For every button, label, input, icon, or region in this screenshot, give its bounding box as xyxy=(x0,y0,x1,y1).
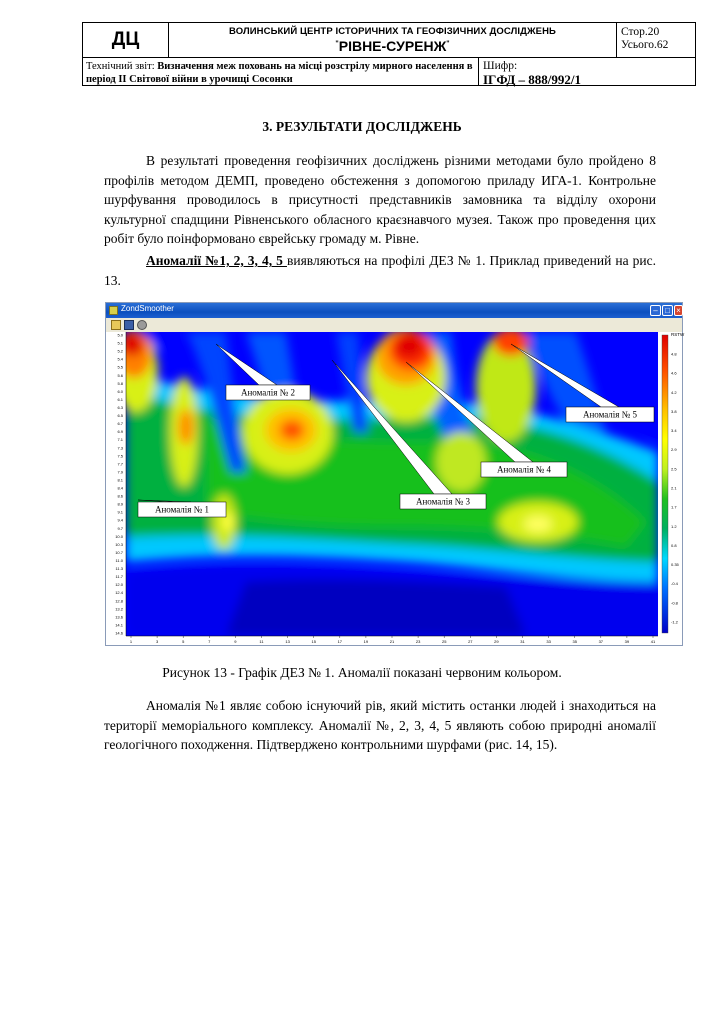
y-tick-label: 14.1 xyxy=(115,622,123,628)
y-tick-label: 10.0 xyxy=(115,533,123,539)
y-tick-label: 12.0 xyxy=(115,582,123,588)
window-titlebar xyxy=(106,303,682,318)
colorbar-tick-label: 1.7 xyxy=(671,504,677,510)
anomaly-callout xyxy=(138,500,226,517)
y-tick-label: 5.1 xyxy=(117,340,123,346)
window-title: ZondSmoother xyxy=(121,304,174,313)
y-tick-label: 5.0 xyxy=(117,332,123,338)
anomaly-label: Аномалія № 2 xyxy=(240,387,296,398)
y-tick-label: 5.8 xyxy=(117,380,123,386)
save-icon[interactable] xyxy=(124,320,134,330)
x-tick-label: 31 xyxy=(520,639,525,644)
header-logo: ДЦ xyxy=(111,29,140,50)
plot-area xyxy=(106,332,685,645)
colorbar-ticks xyxy=(671,352,680,625)
y-tick-label: 11.7 xyxy=(115,574,123,580)
figure-window xyxy=(105,302,683,646)
field-deepred-a4 xyxy=(395,334,423,358)
document-header xyxy=(82,22,696,86)
x-tick-label: 25 xyxy=(441,639,447,644)
colorbar-tick-label: 2.5 xyxy=(671,466,677,472)
y-tick-label: 6.1 xyxy=(117,396,123,402)
field-orange-a1b xyxy=(178,409,194,445)
x-tick-label: 35 xyxy=(572,639,577,644)
x-tick-label: 37 xyxy=(598,639,604,644)
x-tick-label: 33 xyxy=(546,639,551,644)
colorbar xyxy=(662,335,668,633)
colorbar-tick-label: -0.8 xyxy=(671,600,678,606)
paragraph-conclusion xyxy=(104,696,656,755)
colorbar-tick-label: 2.9 xyxy=(671,447,677,453)
x-tick-label: 9 xyxy=(234,639,237,644)
colorbar-tick-label: 0.35 xyxy=(671,562,679,568)
y-tick-label: 14.6 xyxy=(115,630,123,636)
y-tick-label: 9.7 xyxy=(117,525,123,531)
y-tick-label: 11.0 xyxy=(115,558,123,564)
x-tick-label: 1 xyxy=(129,639,133,644)
field-deep-blue xyxy=(226,580,526,636)
paragraph-conclusion-text: Аномалія №1 являє собою існуючий рів, який містить останки людей і знаходиться на території меморіального комплексу. Аномалії №, 2, 3, 4, 5 являють собою природні аномалії геологічного походження. Підтверджено контрольними шурфами (рис. 14, 15). xyxy=(104,698,656,752)
open-folder-icon[interactable] xyxy=(111,320,121,330)
app-icon xyxy=(109,306,118,315)
x-tick-label: 17 xyxy=(337,639,343,644)
colorbar-tick-label: 4.8 xyxy=(671,351,677,357)
y-tick-label: 8.1 xyxy=(117,477,123,483)
y-tick-label: 6.3 xyxy=(117,404,123,410)
project-name xyxy=(169,38,616,54)
x-tick-label: 21 xyxy=(389,639,395,644)
maximize-button[interactable]: □ xyxy=(662,305,673,316)
x-tick-label: 23 xyxy=(415,639,421,644)
y-tick-label: 9.1 xyxy=(117,509,123,515)
x-tick-label: 11 xyxy=(259,639,264,644)
minimize-button[interactable]: – xyxy=(650,305,661,316)
anomaly-label: Аномалія № 1 xyxy=(154,504,210,515)
y-tick-label: 6.9 xyxy=(117,429,123,435)
y-tick-label: 5.5 xyxy=(117,364,123,370)
y-tick-label: 7.7 xyxy=(117,461,123,467)
colorbar-tick-label: 0.8 xyxy=(671,542,677,548)
code-label: Шифр: xyxy=(483,60,518,72)
header-report-cell xyxy=(83,57,478,85)
colorbar-title: RSTW xyxy=(671,332,685,337)
paragraph-anomalies xyxy=(104,251,656,290)
colorbar-tick-label: 3.8 xyxy=(671,408,677,414)
anomalies-list: Аномалії №1, 2, 3, 4, 5 xyxy=(146,253,287,268)
y-tick-label: 9.4 xyxy=(117,517,123,523)
colorbar-tick-label: 1.2 xyxy=(671,523,677,529)
x-tick-label: 15 xyxy=(311,639,316,644)
anomalies-text: виявляються на профілі ДЕЗ № 1. Приклад приведений на рис. 13. xyxy=(104,253,656,288)
quote-open: " xyxy=(335,40,339,48)
anomaly-label: Аномалія № 5 xyxy=(582,409,638,420)
x-tick-label: 39 xyxy=(624,639,630,644)
field-red-a1 xyxy=(120,332,144,356)
x-tick-label: 41 xyxy=(650,639,656,644)
y-tick-label: 7.3 xyxy=(117,445,123,451)
colorbar-tick-label: 4.6 xyxy=(671,370,677,376)
field-red-center xyxy=(280,420,304,440)
x-tick-label: 3 xyxy=(155,639,159,644)
y-tick-label: 13.6 xyxy=(115,614,123,620)
total-pages: Усього.62 xyxy=(621,39,669,51)
x-axis-ticks xyxy=(130,636,656,644)
y-tick-label: 12.8 xyxy=(115,598,123,604)
heatmap-chart xyxy=(106,332,685,645)
y-tick-label: 8.9 xyxy=(117,501,123,507)
anomaly-label: Аномалія № 4 xyxy=(496,464,552,475)
y-tick-label: 7.1 xyxy=(117,437,123,443)
x-tick-label: 27 xyxy=(468,639,473,644)
y-tick-label: 10.7 xyxy=(115,549,123,555)
y-tick-label: 7.5 xyxy=(117,453,123,459)
project-title: РІВНЕ-СУРЕНЖ xyxy=(338,38,447,54)
x-tick-label: 13 xyxy=(285,639,290,644)
y-axis-ticks xyxy=(115,333,124,636)
y-tick-label: 7.9 xyxy=(117,469,123,475)
settings-icon[interactable] xyxy=(137,320,147,330)
close-button[interactable]: × xyxy=(674,305,683,316)
figure-caption: Рисунок 13 - Графік ДЕЗ № 1. Аномалії показані червоним кольором. xyxy=(162,665,562,680)
quote-close: " xyxy=(446,40,450,48)
y-tick-label: 8.4 xyxy=(117,485,123,491)
y-tick-label: 6.0 xyxy=(117,388,123,394)
section-title: 3. РЕЗУЛЬТАТИ ДОСЛІДЖЕНЬ xyxy=(262,119,462,134)
x-tick-label: 7 xyxy=(208,639,211,644)
organization-name: ВОЛИНСЬКИЙ ЦЕНТР ІСТОРИЧНИХ ТА ГЕОФІЗИЧНИХ ДОСЛІДЖЕНЬ xyxy=(228,26,556,37)
colorbar-tick-label: 3.4 xyxy=(671,428,677,434)
colorbar-tick-label: -0.4 xyxy=(671,581,678,587)
header-code-cell xyxy=(478,57,695,85)
colorbar-tick-label: -1.2 xyxy=(671,619,678,625)
header-page-cell xyxy=(616,23,695,57)
y-tick-label: 5.6 xyxy=(117,372,123,378)
paragraph-results-text: В результаті проведення геофізичних досліджень різними методами було пройдено 8 профілів методом ДЕМП, проведено обстеження з допомогою приладу ИГА-1. Контрольне шурфування проводилось в присутності представників замовника та відділу охорони культурної спадщини Рівненського обласного краєзнавчого музея. Також про проведення цих робіт було поінформовано єврейську громаду м. Рівне. xyxy=(104,153,656,246)
colorbar-tick-label: 2.1 xyxy=(671,485,677,491)
anomaly-label: Аномалія № 3 xyxy=(415,496,471,507)
page-number: Стор.20 xyxy=(621,26,660,38)
field-yellow-mid xyxy=(436,432,486,492)
field-lens-core xyxy=(524,516,552,532)
y-tick-label: 5.4 xyxy=(117,356,123,362)
y-tick-label: 6.5 xyxy=(117,413,123,419)
window-toolbar xyxy=(106,318,682,333)
x-tick-label: 29 xyxy=(494,639,499,644)
x-tick-label: 5 xyxy=(182,639,185,644)
header-organization-cell xyxy=(168,23,616,57)
y-tick-label: 11.3 xyxy=(115,566,123,572)
x-tick-label: 19 xyxy=(363,639,369,644)
report-label: Технічний звіт: xyxy=(86,61,155,72)
y-tick-label: 10.3 xyxy=(115,541,123,547)
y-tick-label: 5.2 xyxy=(117,348,123,354)
y-tick-label: 6.7 xyxy=(117,421,123,427)
colorbar-tick-label: 4.2 xyxy=(671,389,677,395)
code-value: ІГФД – 888/992/1 xyxy=(483,72,582,87)
heatmap-field xyxy=(114,328,658,636)
paragraph-results xyxy=(104,151,656,249)
y-tick-label: 13.2 xyxy=(115,606,123,612)
report-title: Визначення меж поховань на місці розстрілу мирного населення в період ІІ Світової війни в урочищі Сосонки xyxy=(86,61,473,85)
y-tick-label: 8.6 xyxy=(117,493,123,499)
y-tick-label: 12.4 xyxy=(115,590,123,596)
